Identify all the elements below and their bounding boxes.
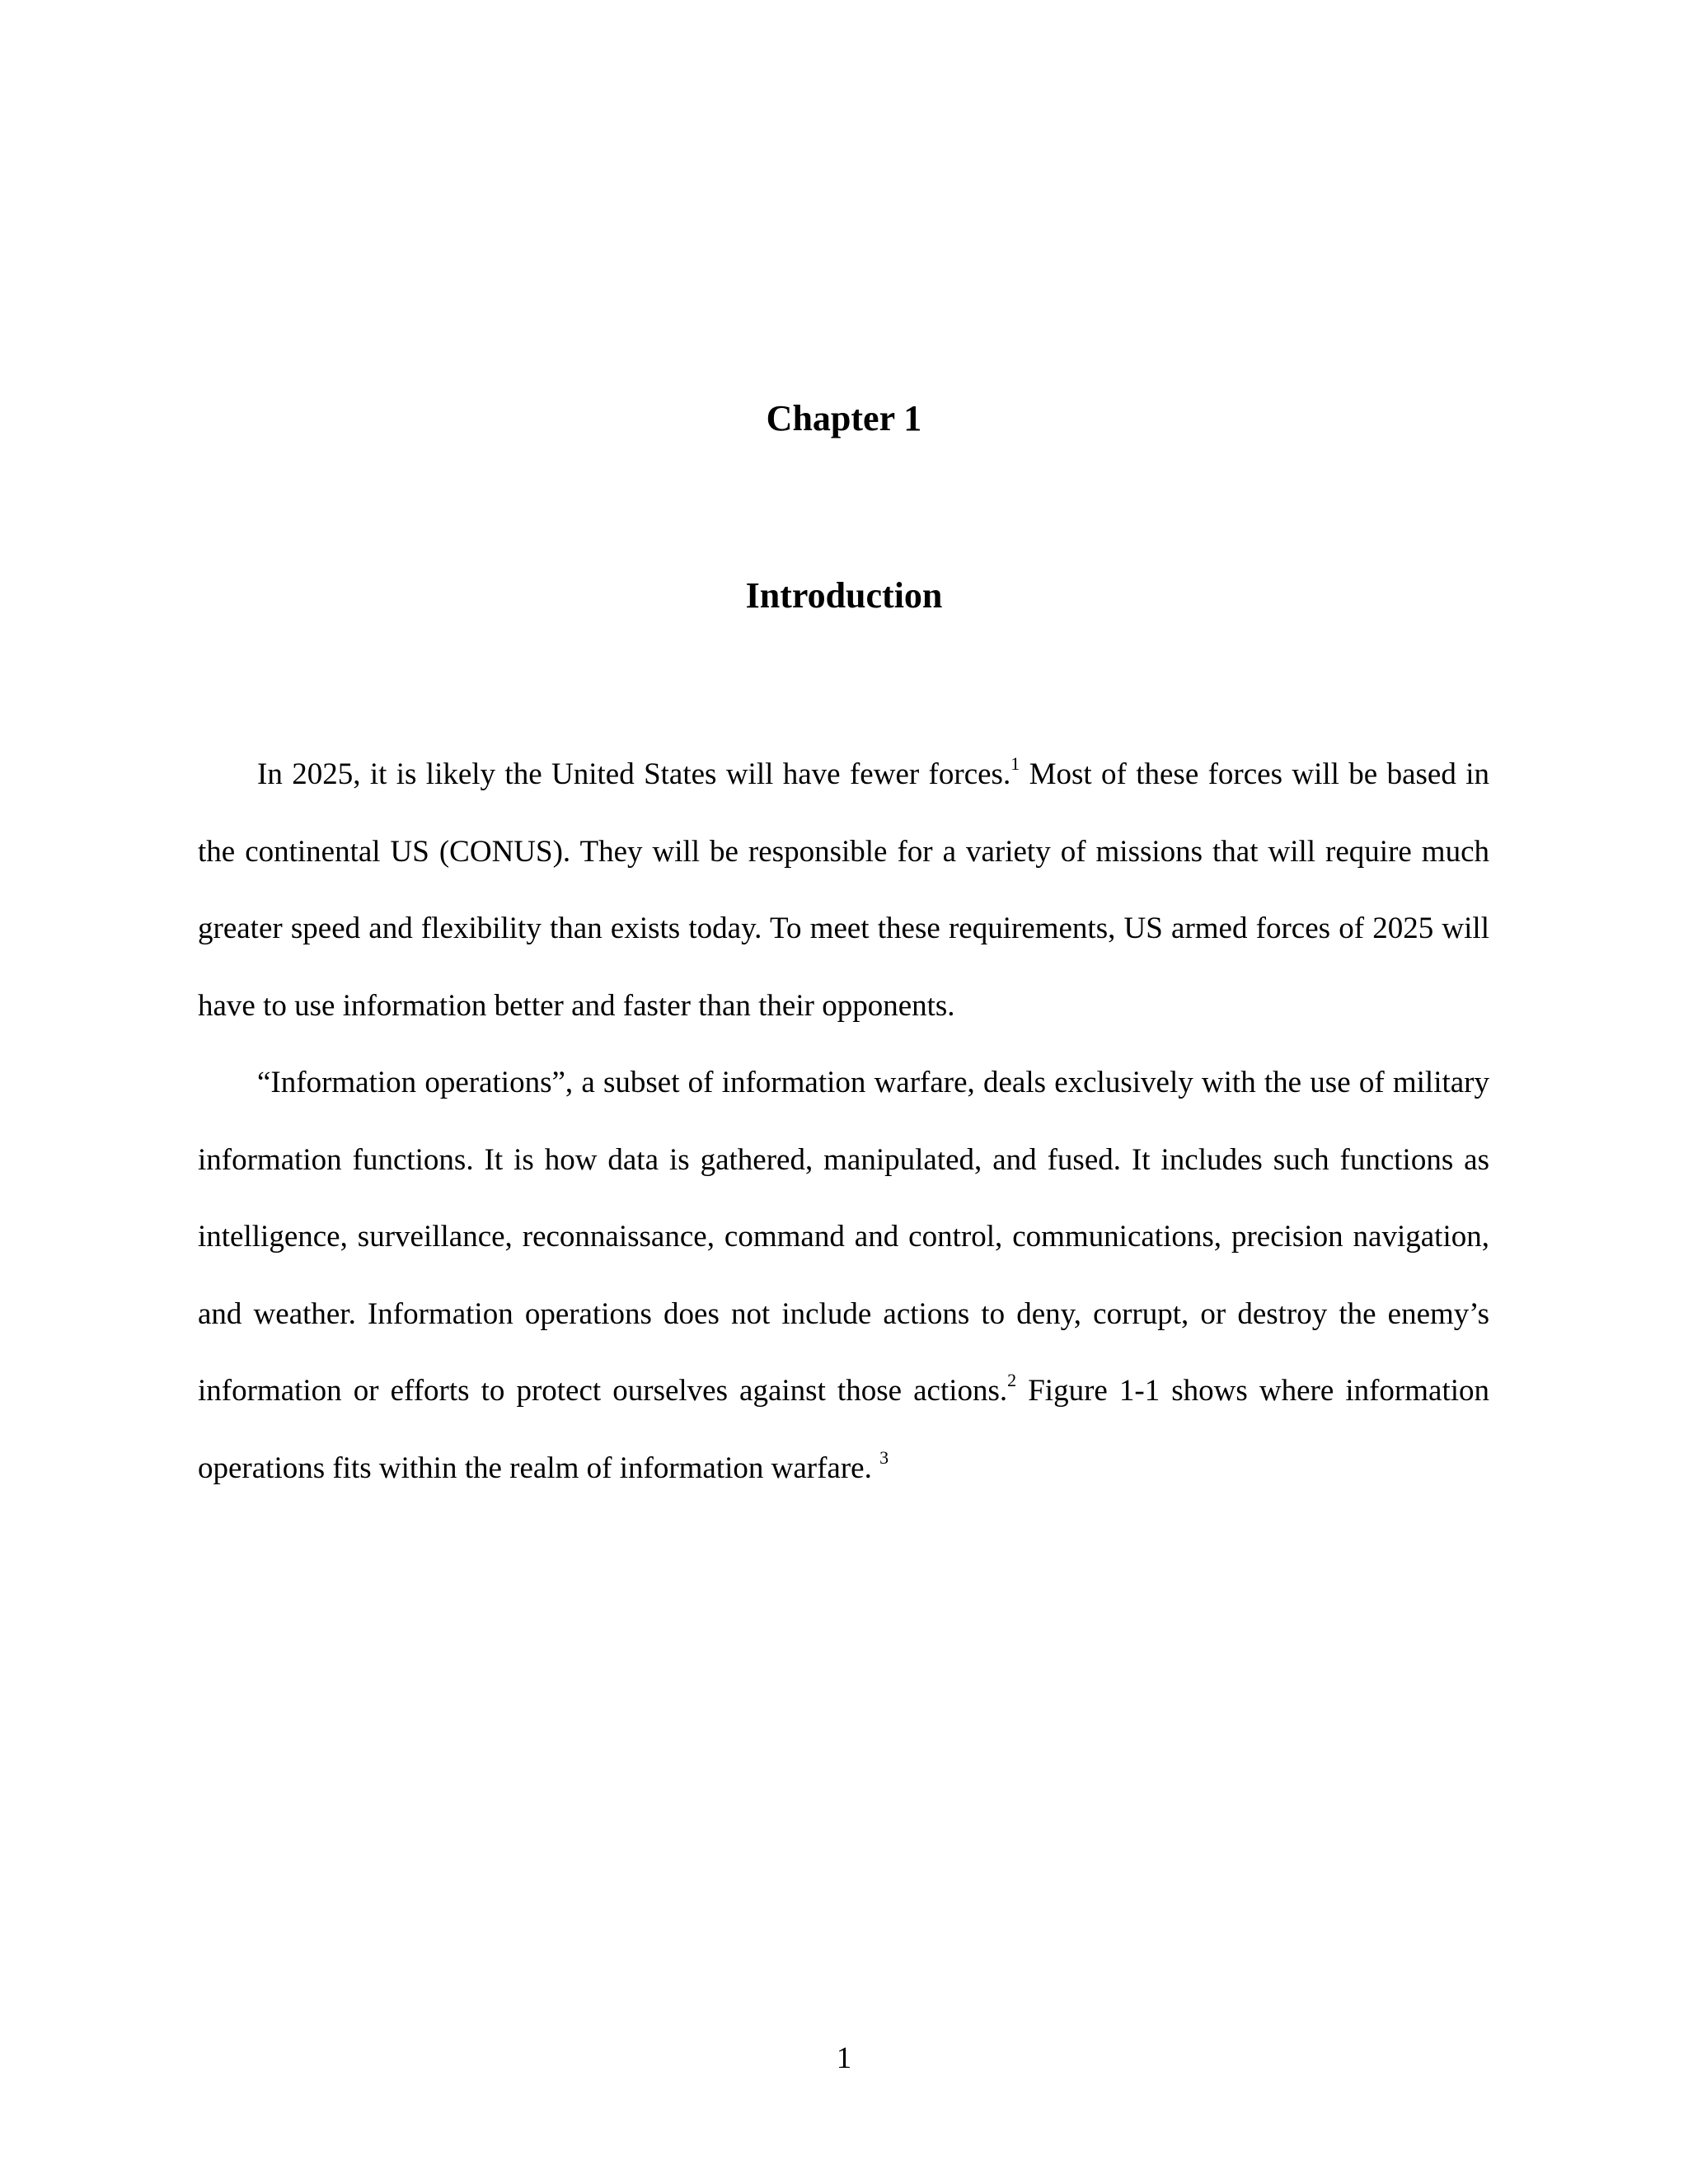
chapter-label: Chapter 1 (766, 398, 922, 438)
paragraph-text: Figure 1-1 shows where information operations fits within the realm of information warfare. (198, 1374, 1490, 1485)
footnote-ref: 2 (1007, 1370, 1017, 1390)
paragraph-text: “Information operations”, a subset of information warfare, deals exclusively with the use of military information functions. It is how data is gathered, manipulated, and fused. It includes such functions as intelligence, surveillance, reconnaissance, command and control, communications, precision navigation, and weather. Information operations does not include actions to deny, corrupt, or destroy the enemy’s information or efforts to protect ourselves against those actions. (198, 1066, 1489, 1408)
paragraph-text: In 2025, it is likely the United States will have fewer forces. (257, 757, 1011, 791)
paragraph-text: Most of these forces will be based in the continental US (CONUS). They will be responsible for a variety of missions that will require much greater speed and flexibility than exists today. To meet these requirements, US armed forces of 2025 will have to use information better and faster than their opponents. (198, 757, 1489, 1023)
page-number: 1 (836, 2041, 852, 2075)
footnote-ref: 3 (879, 1446, 889, 1468)
body-text (198, 736, 1489, 1507)
chapter-title: Introduction (745, 575, 943, 616)
footnote-ref: 1 (1010, 753, 1020, 774)
paragraph (198, 1044, 1489, 1507)
paragraph (198, 736, 1489, 1044)
